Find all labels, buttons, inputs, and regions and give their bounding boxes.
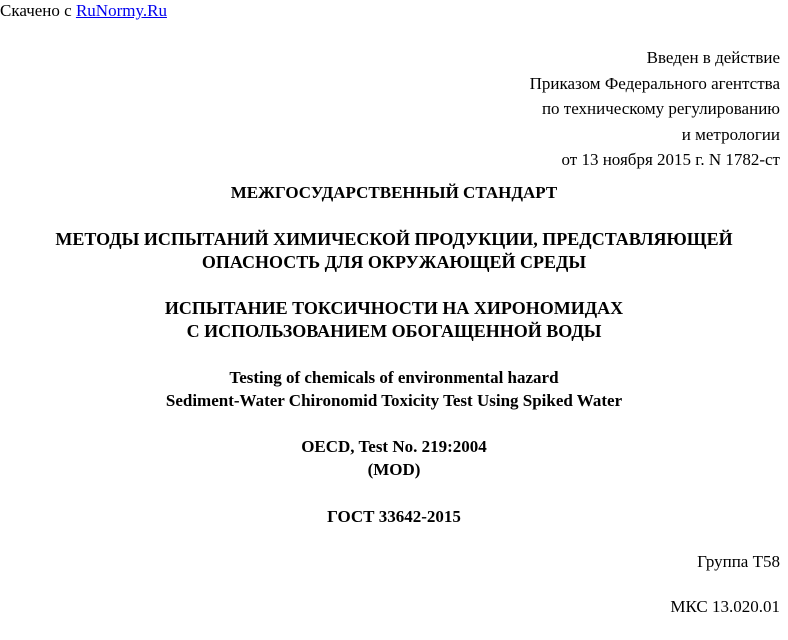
oecd-line: OECD, Test No. 219:2004 bbox=[301, 437, 487, 456]
title-ru-specific bbox=[0, 297, 788, 343]
gost-text: ГОСТ 33642-2015 bbox=[327, 507, 461, 526]
source-line bbox=[0, 1, 167, 21]
enactment-line: Введен в действие bbox=[646, 48, 780, 67]
enactment-line: Приказом Федерального агентства bbox=[529, 73, 780, 93]
title-line: ИСПЫТАНИЕ ТОКСИЧНОСТИ НА ХИРОНОМИДАХ bbox=[164, 298, 624, 318]
standard-type-text: МЕЖГОСУДАРСТВЕННЫЙ СТАНДАРТ bbox=[230, 183, 558, 202]
enactment-line: и метрологии bbox=[681, 124, 780, 144]
title-line: С ИСПОЛЬЗОВАНИЕМ ОБОГАЩЕННОЙ ВОДЫ bbox=[186, 321, 602, 341]
gost-number bbox=[0, 505, 788, 528]
enactment-line: от 13 ноября 2015 г. N 1782-ст bbox=[561, 150, 780, 169]
mks-code: МКС 13.020.01 bbox=[670, 597, 780, 616]
title-line: Sediment-Water Chironomid Toxicity Test Using Spiked Water bbox=[165, 391, 623, 410]
title-ru-general bbox=[0, 228, 788, 274]
title-line: МЕТОДЫ ИСПЫТАНИЙ ХИМИЧЕСКОЙ ПРОДУКЦИИ, ПРЕДСТАВЛЯЮЩЕЙ bbox=[55, 229, 733, 249]
source-prefix: Скачено с bbox=[0, 1, 76, 20]
source-link[interactable]: RuNormy.Ru bbox=[75, 1, 167, 20]
group-code: Группа Т58 bbox=[697, 552, 780, 571]
title-en bbox=[0, 366, 788, 412]
title-line: Testing of chemicals of environmental hazard bbox=[229, 368, 559, 387]
oecd-reference bbox=[0, 435, 788, 481]
standard-type-heading bbox=[0, 181, 788, 204]
enactment-line: по техническому регулированию bbox=[541, 99, 780, 118]
oecd-line: (MOD) bbox=[367, 460, 421, 479]
title-line: ОПАСНОСТЬ ДЛЯ ОКРУЖАЮЩЕЙ СРЕДЫ bbox=[201, 252, 587, 272]
enactment-note bbox=[530, 45, 780, 173]
